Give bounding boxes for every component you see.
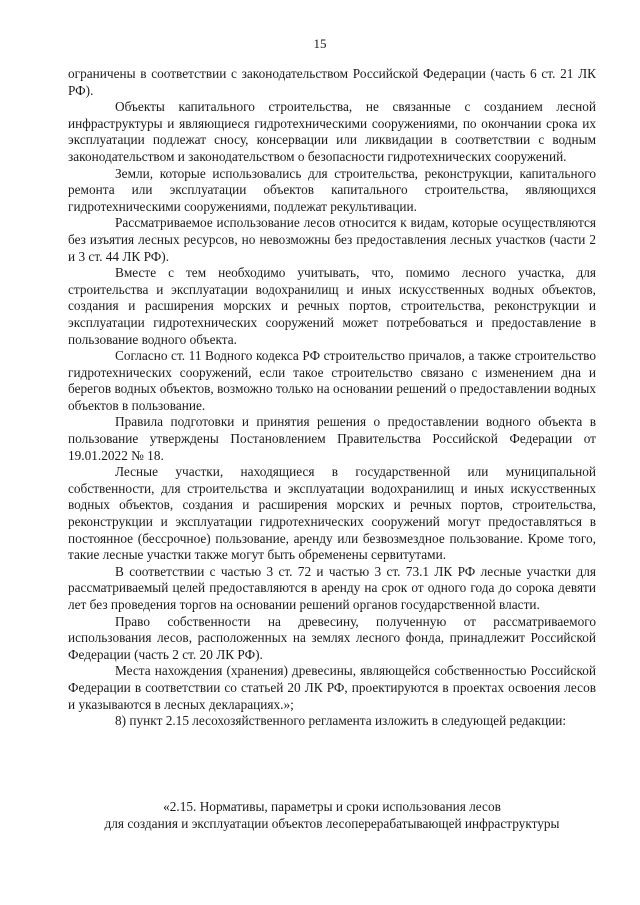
- paragraph: 8) пункт 2.15 лесохозяйственного регламента изложить в следующей редакции:: [115, 713, 567, 729]
- paragraph: Вместе с тем необходимо учитывать, что, помимо лесного участка, для строительства и эксплуатации водохранилищ и иных искусственных водных объектов, создания и расширения морских и речных портов, строительства, реконструкции и эксплуатации гидротехнических сооружений может потребоваться и предоставление в пользование водного объекта.: [68, 265, 596, 347]
- document-body: [68, 66, 596, 730]
- paragraph: Места нахождения (хранения) древесины, являющейся собственностью Российской Федерации в соответствии со статьей 20 ЛК РФ, проектируются в проектах освоения лесов и указываются в лесных декларациях.»;: [68, 663, 596, 712]
- section-heading-line: для создания и эксплуатации объектов лесоперерабатывающей инфраструктуры: [104, 815, 560, 831]
- paragraph: В соответствии с частью 3 ст. 72 и частью 3 ст. 73.1 ЛК РФ лесные участки для рассматриваемый целей предоставляются в аренду на срок от одного года до сорока девяти лет без проведения торгов на основании решений органов государственной власти.: [68, 563, 596, 612]
- paragraph: Правила подготовки и принятия решения о предоставлении водного объекта в пользование утверждены Постановлением Правительства Российской Федерации от 19.01.2022 № 18.: [68, 414, 596, 463]
- page-number: 15: [313, 36, 327, 51]
- paragraph: Право собственности на древесину, полученную от рассматриваемого использования лесов, расположенных на землях лесного фонда, принадлежит Российской Федерации (часть 2 ст. 20 ЛК РФ).: [68, 613, 596, 662]
- paragraph: Земли, которые использовались для строительства, реконструкции, капитального ремонта или эксплуатации объектов капитального строительства, являющихся гидротехническими сооружениями, подлежат рекультивации.: [68, 165, 596, 214]
- paragraph: Лесные участки, находящиеся в государственной или муниципальной собственности, для строительства и эксплуатации водохранилищ и иных искусственных водных объектов, создания и расширения морских и речных портов, строительства, реконструкции и эксплуатации гидротехнических сооружений могут предоставляться в постоянное (бессрочное) пользование, аренду или безвозмездное пользование. Кроме того, такие лесные участки также могут быть обременены сервитутами.: [68, 464, 596, 563]
- paragraph: Объекты капитального строительства, не связанные с созданием лесной инфраструктуры и являющиеся гидротехническими сооружениями, по окончании срока их эксплуатации подлежат сносу, консервации или ликвидации в соответствии с водным законодательством и законодательством о безопасности гидротехнических сооружений.: [68, 99, 596, 164]
- section-heading-line: «2.15. Нормативы, параметры и сроки использования лесов: [163, 799, 501, 814]
- paragraph: Рассматриваемое использование лесов относится к видам, которые осуществляются без изъятия лесных ресурсов, но невозможны без предоставления лесных участков (части 2 и 3 ст. 44 ЛК РФ).: [68, 215, 596, 264]
- section-heading: [68, 799, 596, 832]
- paragraph: Согласно ст. 11 Водного кодекса РФ строительство причалов, а также строительство гидротехнических сооружений, если такое строительство связано с изменением дна и берегов водных объектов, возможно только на основании решений о предоставлении водных объектов в пользование.: [68, 348, 596, 413]
- paragraph: ограничены в соответствии с законодательством Российской Федерации (часть 6 ст. 21 ЛК РФ).: [68, 66, 596, 98]
